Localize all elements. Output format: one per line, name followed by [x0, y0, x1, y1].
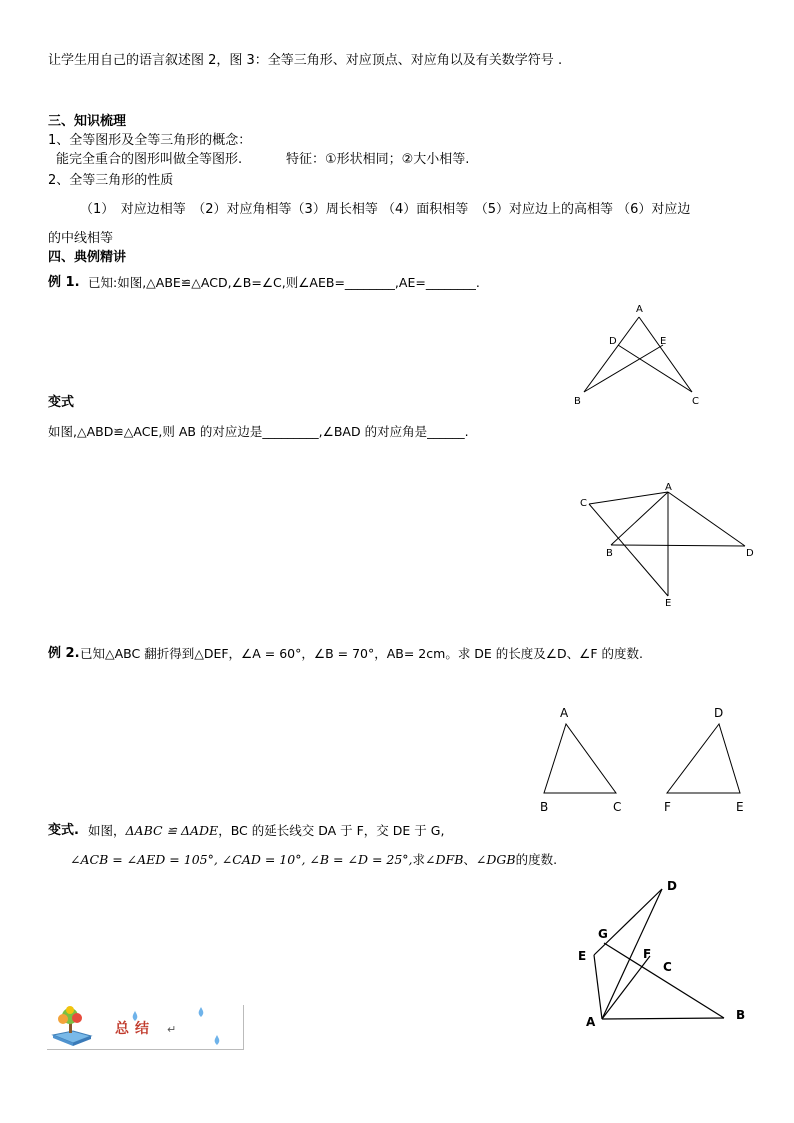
ex1-label-A: A: [636, 304, 643, 315]
section3-item1-detail: 能完全重合的图形叫做全等图形.: [56, 152, 243, 167]
variant2-text-b: ，BC 的延长线交 DA 于 F，交 DE 于 G,: [218, 823, 445, 838]
ex2-label-A: A: [560, 706, 569, 720]
variant2-math-b: ∠ACB = ∠AED = 105°, ∠CAD = 10°, ∠B = ∠D = 25°,: [70, 852, 413, 867]
section3-props-line1: （1） 对应边相等 （2）对应角相等（3）周长相等 （4）面积相等 （5）对应边上的高相等 （6）对应边: [80, 202, 691, 217]
variant2-math-a: ΔABC ≌ ΔADE: [125, 823, 219, 838]
section3-heading: 三、知识梳理: [48, 114, 127, 129]
var2-label-G: G: [598, 927, 608, 941]
ex2-label-C: C: [613, 800, 622, 814]
section4-heading: 四、典例精讲: [48, 250, 127, 265]
variant2-math-c: ∠DFB: [425, 852, 464, 867]
example2-label: 例 2.: [48, 646, 80, 661]
droplet-icon: [197, 1007, 205, 1017]
variant1-label: 变式: [48, 395, 75, 410]
var2-label-A: A: [586, 1015, 596, 1029]
ex1-label-B: B: [574, 396, 581, 407]
example1-label: 例 1.: [48, 275, 80, 290]
intro-line: 让学生用自己的语言叙述图 2，图 3：全等三角形、对应顶点、对应角以及有关数学符号 .: [48, 53, 563, 68]
summary-banner: [47, 1005, 244, 1050]
tree-book-icon: [49, 1005, 95, 1047]
variant2-text-d: 、: [463, 852, 476, 867]
ex1-label-C: C: [692, 396, 699, 407]
ex1-label-D: D: [609, 336, 617, 347]
summary-return-mark: ↵: [167, 1023, 177, 1036]
example1-figure: [560, 300, 720, 410]
var2-label-F: F: [643, 947, 652, 961]
ex2-label-E: E: [736, 800, 744, 814]
var1-label-E: E: [665, 598, 672, 609]
ex2-label-D: D: [714, 706, 724, 720]
variant2-label: 变式.: [48, 823, 79, 838]
variant2-text-a: 如图，: [88, 823, 126, 838]
var1-label-B: B: [606, 548, 613, 559]
ex1-label-E: E: [660, 336, 667, 347]
variant2-math-d: ∠DGB: [475, 852, 516, 867]
section3-item1: 1、全等图形及全等三角形的概念：: [48, 133, 252, 148]
example2-text: 已知△ABC 翻折得到△DEF，∠A = 60°，∠B = 70°，AB= 2cm。求 DE 的长度及∠D、∠F 的度数.: [80, 646, 643, 661]
var2-label-D: D: [667, 879, 677, 893]
ex2-label-F: F: [664, 800, 671, 814]
var1-label-D: D: [746, 548, 754, 559]
var2-label-B: B: [736, 1008, 746, 1022]
section3-props-line2: 的中线相等: [48, 231, 114, 246]
var2-label-C: C: [663, 960, 672, 974]
droplet-icon: [131, 1011, 139, 1021]
variant2-line1: [88, 825, 444, 838]
variant1-figure: [575, 478, 760, 613]
variant2-figure: [570, 870, 760, 1030]
section3-item1-feature: 特征：①形状相同；②大小相等.: [286, 152, 470, 167]
var1-label-C: C: [580, 498, 587, 509]
example1-text: 已知:如图,△ABE≌△ACD,∠B=∠C,则∠AEB=________,AE=________.: [88, 275, 480, 290]
section3-item2: 2、全等三角形的性质: [48, 173, 174, 188]
example2-figure: [530, 700, 760, 820]
variant1-text: 如图,△ABD≌△ACE,则 AB 的对应边是_________,∠BAD 的对应角是______.: [48, 424, 469, 439]
var1-label-A: A: [665, 482, 672, 493]
summary-title: 总结: [115, 1021, 155, 1037]
droplet-icon: [213, 1035, 221, 1045]
variant2-text-c: 求: [412, 852, 426, 867]
var2-label-E: E: [578, 949, 587, 963]
ex2-label-B: B: [540, 800, 549, 814]
variant2-text-e: 的度数.: [515, 852, 558, 867]
variant2-line2: [70, 854, 557, 867]
